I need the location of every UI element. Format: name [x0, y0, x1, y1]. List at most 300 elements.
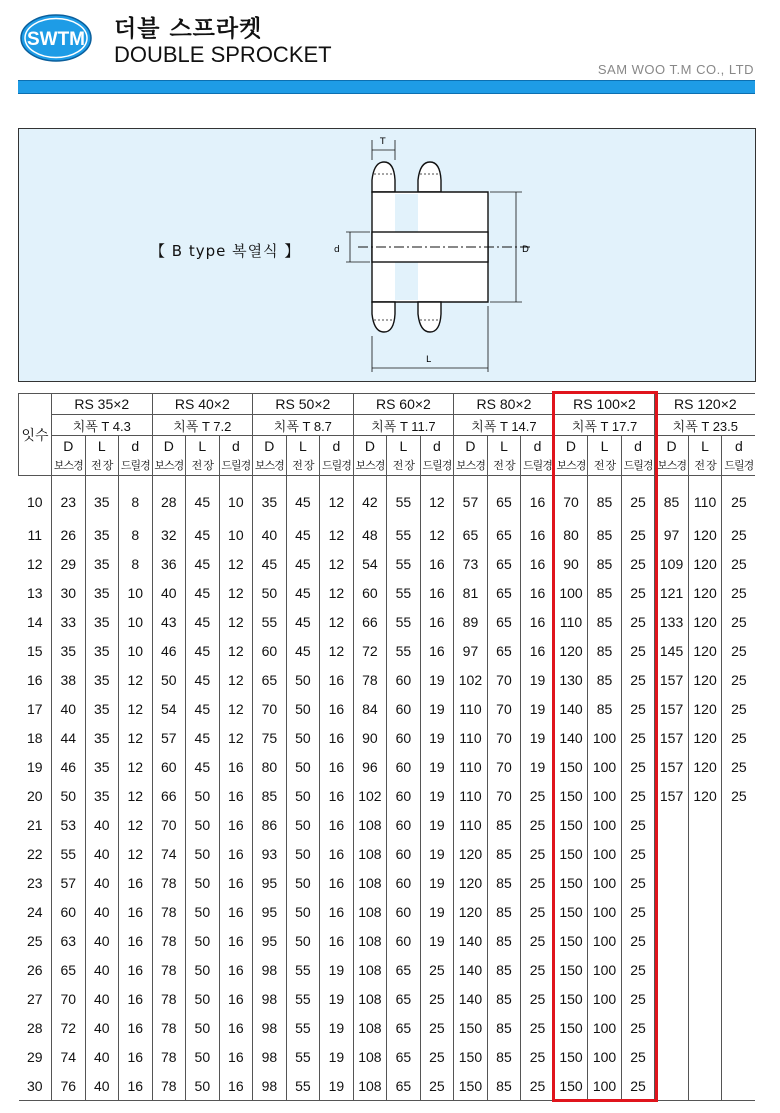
spec-value-cell: 84 [353, 694, 387, 723]
sprocket-drawing [330, 132, 550, 377]
spec-value-cell: 16 [219, 781, 253, 810]
spec-value-cell: 25 [621, 549, 655, 578]
spec-value-cell: 60 [387, 781, 421, 810]
spec-value-cell: 50 [286, 723, 320, 752]
series-name: RS 40×2 [152, 394, 253, 415]
spec-value-cell: 72 [52, 1013, 86, 1042]
spec-value-cell: 25 [521, 926, 555, 955]
spec-value-cell: 57 [52, 868, 86, 897]
teeth-count-cell: 19 [26, 758, 43, 775]
column-letter: L [286, 436, 320, 456]
teeth-count-cell: 28 [26, 1019, 43, 1036]
spec-value-cell: 60 [387, 810, 421, 839]
series-name: RS 60×2 [353, 394, 454, 415]
spec-value-cell: 85 [487, 810, 521, 839]
table-row [19, 694, 756, 723]
spec-value-cell: 150 [554, 781, 588, 810]
spec-value-cell: 157 [655, 723, 689, 752]
spec-value-cell: 45 [186, 549, 220, 578]
table-row [19, 607, 756, 636]
series-tooth-width: 치폭 T 11.7 [353, 415, 454, 436]
company-name: SAM WOO T.M CO., LTD [597, 62, 754, 77]
teeth-count-cell: 11 [27, 526, 43, 543]
spec-value-cell: 19 [420, 781, 454, 810]
spec-value-cell: 45 [286, 636, 320, 665]
column-sub-label: 전 장 [588, 455, 622, 476]
spec-value-cell: 100 [588, 868, 622, 897]
table-row [19, 549, 756, 578]
spec-value-cell: 19 [521, 694, 555, 723]
series-name: RS 80×2 [454, 394, 555, 415]
spec-value-cell: 55 [387, 476, 421, 521]
table-row [19, 1071, 756, 1101]
spec-value-cell: 25 [521, 1071, 555, 1101]
teeth-count-cell: 15 [26, 642, 43, 659]
spec-value-cell: 19 [420, 694, 454, 723]
spec-value-cell: 65 [387, 955, 421, 984]
spec-value-cell: 110 [454, 752, 488, 781]
spec-value-cell: 65 [387, 1071, 421, 1101]
spec-value-cell: 100 [588, 752, 622, 781]
spec-value-cell: 40 [85, 926, 119, 955]
spec-value-cell: 150 [554, 897, 588, 926]
spec-value-cell: 65 [387, 1013, 421, 1042]
spec-value-cell: 19 [420, 926, 454, 955]
spec-value-cell: 66 [152, 781, 186, 810]
column-sub-label: 보스경 [554, 455, 588, 476]
spec-value-cell: 65 [487, 607, 521, 636]
spec-value-cell: 40 [85, 1013, 119, 1042]
spec-value-cell: 38 [52, 665, 86, 694]
spec-value-cell: 25 [621, 926, 655, 955]
spec-value-cell: 16 [119, 926, 153, 955]
spec-value-cell: 12 [119, 781, 153, 810]
spec-value-cell: 26 [52, 520, 86, 549]
spec-value-cell: 35 [85, 520, 119, 549]
spec-value-cell: 12 [219, 578, 253, 607]
spec-value-cell: 45 [186, 636, 220, 665]
spec-value-cell: 16 [119, 868, 153, 897]
spec-value-cell: 40 [85, 897, 119, 926]
spec-value-cell [688, 955, 722, 984]
spec-value-cell: 85 [487, 868, 521, 897]
spec-value-cell: 46 [52, 752, 86, 781]
series-tooth-width: 치폭 T 8.7 [253, 415, 354, 436]
spec-value-cell: 60 [387, 839, 421, 868]
column-letter: D [353, 436, 387, 456]
spec-value-cell: 35 [85, 476, 119, 521]
spec-value-cell: 60 [387, 665, 421, 694]
spec-value-cell: 19 [320, 984, 354, 1013]
column-sub-label: 드릴경 [119, 455, 153, 476]
spec-value-cell: 100 [588, 810, 622, 839]
spec-value-cell: 60 [387, 752, 421, 781]
spec-value-cell [722, 984, 756, 1013]
spec-value-cell: 35 [85, 694, 119, 723]
table-row [19, 665, 756, 694]
series-tooth-width: 치폭 T 7.2 [152, 415, 253, 436]
spec-value-cell: 45 [286, 520, 320, 549]
spec-value-cell: 102 [353, 781, 387, 810]
spec-value-cell: 65 [487, 476, 521, 521]
spec-value-cell: 12 [420, 476, 454, 521]
spec-value-cell [655, 897, 689, 926]
spec-value-cell: 19 [420, 752, 454, 781]
spec-value-cell: 50 [186, 955, 220, 984]
column-letter: d [219, 436, 253, 456]
spec-value-cell: 55 [387, 607, 421, 636]
spec-value-cell: 70 [152, 810, 186, 839]
spec-value-cell: 25 [621, 781, 655, 810]
spec-value-cell: 25 [621, 955, 655, 984]
table-row [19, 955, 756, 984]
spec-value-cell: 12 [219, 694, 253, 723]
spec-value-cell: 50 [186, 839, 220, 868]
spec-value-cell [722, 1013, 756, 1042]
spec-value-cell: 80 [253, 752, 287, 781]
spec-value-cell: 45 [186, 723, 220, 752]
teeth-count-cell: 25 [26, 932, 43, 949]
spec-value-cell: 16 [219, 897, 253, 926]
spec-value-cell: 45 [286, 476, 320, 521]
table-row [19, 520, 756, 549]
spec-value-cell: 25 [621, 578, 655, 607]
spec-value-cell: 55 [253, 607, 287, 636]
spec-value-cell: 10 [219, 476, 253, 521]
spec-value-cell: 85 [588, 694, 622, 723]
spec-value-cell: 16 [521, 636, 555, 665]
spec-value-cell: 45 [286, 549, 320, 578]
spec-value-cell: 16 [521, 607, 555, 636]
spec-value-cell: 55 [387, 578, 421, 607]
spec-value-cell: 10 [119, 578, 153, 607]
column-letter: L [688, 436, 722, 456]
spec-value-cell: 50 [253, 578, 287, 607]
spec-value-cell [722, 897, 756, 926]
spec-value-cell: 12 [119, 723, 153, 752]
spec-value-cell: 42 [353, 476, 387, 521]
spec-value-cell: 16 [521, 549, 555, 578]
spec-value-cell: 16 [320, 897, 354, 926]
spec-value-cell: 28 [152, 476, 186, 521]
spec-value-cell: 25 [722, 694, 756, 723]
spec-value-cell: 25 [621, 520, 655, 549]
teeth-count-cell: 29 [26, 1048, 43, 1065]
column-sub-label: 드릴경 [722, 455, 756, 476]
spec-value-cell: 25 [420, 1042, 454, 1071]
spec-value-cell: 50 [186, 984, 220, 1013]
spec-value-cell: 25 [521, 1042, 555, 1071]
spec-value-cell: 16 [420, 607, 454, 636]
spec-value-cell: 19 [420, 839, 454, 868]
spec-value-cell: 40 [85, 1071, 119, 1101]
spec-value-cell: 157 [655, 752, 689, 781]
teeth-count-cell: 20 [26, 787, 43, 804]
spec-value-cell [688, 868, 722, 897]
series-width-row [19, 415, 756, 436]
spec-value-cell: 120 [688, 549, 722, 578]
spec-value-cell: 70 [487, 665, 521, 694]
spec-value-cell: 19 [420, 897, 454, 926]
spec-value-cell: 60 [387, 868, 421, 897]
spec-value-cell: 29 [52, 549, 86, 578]
spec-value-cell: 16 [219, 955, 253, 984]
spec-value-cell: 16 [320, 926, 354, 955]
column-letter: d [722, 436, 756, 456]
teeth-count-cell: 13 [26, 584, 43, 601]
spec-value-cell: 100 [588, 984, 622, 1013]
teeth-count-cell: 14 [26, 613, 43, 630]
table-row [19, 1013, 756, 1042]
spec-value-cell: 150 [554, 926, 588, 955]
spec-value-cell: 8 [119, 520, 153, 549]
spec-value-cell: 16 [420, 549, 454, 578]
spec-value-cell: 150 [554, 752, 588, 781]
spec-value-cell: 97 [655, 520, 689, 549]
spec-value-cell: 150 [554, 839, 588, 868]
spec-value-cell [688, 1042, 722, 1071]
spec-value-cell: 95 [253, 926, 287, 955]
spec-value-cell: 16 [320, 868, 354, 897]
spec-value-cell: 85 [487, 926, 521, 955]
column-sub-label: 드릴경 [420, 455, 454, 476]
spec-value-cell: 32 [152, 520, 186, 549]
series-tooth-width: 치폭 T 4.3 [52, 415, 153, 436]
teeth-count-cell: 23 [26, 874, 43, 891]
spec-value-cell [688, 984, 722, 1013]
spec-value-cell: 19 [521, 723, 555, 752]
spec-value-cell: 90 [554, 549, 588, 578]
spec-value-cell: 16 [219, 1042, 253, 1071]
spec-value-cell: 25 [621, 1013, 655, 1042]
spec-value-cell: 25 [621, 665, 655, 694]
dimension-l-label: L [426, 355, 432, 365]
spec-value-cell: 12 [119, 752, 153, 781]
spec-value-cell: 12 [219, 636, 253, 665]
spec-value-cell: 150 [554, 955, 588, 984]
spec-value-cell: 23 [52, 476, 86, 521]
spec-value-cell: 45 [253, 549, 287, 578]
spec-value-cell: 78 [152, 1013, 186, 1042]
table-row [19, 868, 756, 897]
b-type-label: 【 B type 복열식 】 [150, 242, 301, 260]
spec-value-cell: 16 [521, 476, 555, 521]
spec-value-cell: 45 [186, 476, 220, 521]
series-tooth-width: 치폭 T 17.7 [554, 415, 655, 436]
spec-value-cell: 140 [554, 723, 588, 752]
spec-value-cell: 65 [253, 665, 287, 694]
table-row [19, 810, 756, 839]
spec-value-cell: 70 [253, 694, 287, 723]
spec-value-cell: 45 [186, 665, 220, 694]
spec-value-cell: 85 [588, 549, 622, 578]
spec-value-cell: 19 [420, 723, 454, 752]
spec-value-cell: 70 [487, 781, 521, 810]
spec-value-cell: 16 [320, 781, 354, 810]
spec-value-cell: 16 [219, 752, 253, 781]
column-letter: d [521, 436, 555, 456]
spec-value-cell: 65 [487, 549, 521, 578]
spec-value-cell: 50 [286, 781, 320, 810]
spec-value-cell: 80 [554, 520, 588, 549]
spec-value-cell: 120 [454, 897, 488, 926]
table-row [19, 476, 756, 521]
teeth-count-cell: 24 [26, 903, 43, 920]
spec-value-cell: 78 [152, 868, 186, 897]
swtm-logo [20, 14, 92, 62]
spec-value-cell [688, 1071, 722, 1101]
spec-value-cell: 45 [286, 607, 320, 636]
spec-value-cell: 25 [722, 549, 756, 578]
spec-value-cell: 108 [353, 926, 387, 955]
spec-value-cell: 35 [85, 723, 119, 752]
spec-value-cell: 108 [353, 1042, 387, 1071]
spec-value-cell: 93 [253, 839, 287, 868]
spec-value-cell: 12 [219, 723, 253, 752]
spec-value-cell: 89 [454, 607, 488, 636]
spec-value-cell: 19 [420, 868, 454, 897]
spec-value-cell: 16 [420, 636, 454, 665]
spec-value-cell [655, 810, 689, 839]
spec-value-cell: 98 [253, 955, 287, 984]
column-letter: L [85, 436, 119, 456]
spec-value-cell: 25 [621, 607, 655, 636]
spec-value-cell: 85 [588, 665, 622, 694]
spec-value-cell [655, 926, 689, 955]
column-letter: D [152, 436, 186, 456]
spec-value-cell [722, 810, 756, 839]
spec-value-cell: 110 [454, 781, 488, 810]
spec-value-cell: 19 [320, 1042, 354, 1071]
spec-value-cell: 108 [353, 1071, 387, 1101]
spec-value-cell: 45 [186, 578, 220, 607]
spec-value-cell: 16 [219, 984, 253, 1013]
spec-value-cell: 16 [320, 694, 354, 723]
spec-value-cell: 25 [521, 984, 555, 1013]
spec-value-cell: 63 [52, 926, 86, 955]
spec-value-cell: 40 [85, 839, 119, 868]
spec-value-cell: 50 [186, 868, 220, 897]
spec-value-cell: 120 [688, 520, 722, 549]
spec-value-cell: 16 [119, 1013, 153, 1042]
spec-value-cell: 157 [655, 694, 689, 723]
spec-value-cell: 140 [554, 694, 588, 723]
spec-value-cell: 85 [253, 781, 287, 810]
column-letter-row [19, 436, 756, 456]
column-sub-label: 보스경 [152, 455, 186, 476]
spec-value-cell: 19 [420, 810, 454, 839]
column-letter: L [487, 436, 521, 456]
spec-value-cell: 45 [186, 694, 220, 723]
spec-value-cell: 150 [554, 1013, 588, 1042]
spec-value-cell: 70 [487, 752, 521, 781]
spec-value-cell: 25 [722, 752, 756, 781]
spec-value-cell: 12 [320, 578, 354, 607]
spec-value-cell [722, 868, 756, 897]
series-name: RS 120×2 [655, 394, 756, 415]
spec-value-cell: 60 [387, 897, 421, 926]
column-sub-label: 보스경 [253, 455, 287, 476]
spec-value-cell: 25 [722, 476, 756, 521]
spec-value-cell: 97 [454, 636, 488, 665]
spec-value-cell: 40 [85, 984, 119, 1013]
spec-value-cell: 85 [588, 476, 622, 521]
spec-value-cell: 85 [588, 636, 622, 665]
spec-value-cell: 109 [655, 549, 689, 578]
series-name-row [19, 394, 756, 415]
column-sub-label: 전 장 [186, 455, 220, 476]
spec-value-cell [688, 897, 722, 926]
spec-value-cell: 50 [186, 926, 220, 955]
spec-value-cell: 16 [320, 665, 354, 694]
spec-value-cell: 150 [554, 1042, 588, 1071]
spec-value-cell: 108 [353, 955, 387, 984]
column-letter: d [420, 436, 454, 456]
teeth-count-cell: 21 [26, 816, 43, 833]
spec-value-cell: 50 [152, 665, 186, 694]
spec-value-cell: 10 [219, 520, 253, 549]
spec-value-cell: 16 [219, 1071, 253, 1101]
spec-value-cell: 110 [454, 810, 488, 839]
spec-value-cell: 72 [353, 636, 387, 665]
spec-value-cell: 100 [588, 839, 622, 868]
spec-value-cell: 25 [722, 636, 756, 665]
column-sub-label: 드릴경 [320, 455, 354, 476]
series-tooth-width: 치폭 T 23.5 [655, 415, 756, 436]
spec-value-cell [722, 839, 756, 868]
spec-value-cell: 12 [219, 665, 253, 694]
spec-value-cell: 78 [152, 1042, 186, 1071]
spec-value-cell [655, 839, 689, 868]
spec-value-cell: 25 [722, 520, 756, 549]
spec-value-cell: 120 [688, 694, 722, 723]
spec-value-cell: 60 [52, 897, 86, 926]
dimension-d-large-label: D [522, 245, 529, 255]
spec-value-cell: 54 [353, 549, 387, 578]
spec-value-cell: 25 [621, 1042, 655, 1071]
spec-value-cell: 35 [253, 476, 287, 521]
spec-value-cell: 12 [320, 549, 354, 578]
spec-value-cell: 25 [521, 955, 555, 984]
teeth-count-cell: 26 [26, 961, 43, 978]
spec-value-cell: 16 [119, 984, 153, 1013]
spec-value-cell: 157 [655, 781, 689, 810]
spec-value-cell: 10 [119, 607, 153, 636]
spec-value-cell: 85 [487, 1013, 521, 1042]
spec-value-cell: 25 [420, 955, 454, 984]
column-sub-label: 보스경 [353, 455, 387, 476]
spec-value-cell: 25 [521, 810, 555, 839]
column-sub-label: 드릴경 [621, 455, 655, 476]
spec-value-cell: 86 [253, 810, 287, 839]
spec-value-cell: 50 [286, 752, 320, 781]
spec-value-cell: 25 [722, 723, 756, 752]
spec-value-cell: 16 [420, 578, 454, 607]
teeth-count-cell: 12 [26, 555, 43, 572]
spec-value-cell: 145 [655, 636, 689, 665]
spec-value-cell: 110 [688, 476, 722, 521]
column-letter: d [320, 436, 354, 456]
column-letter: D [52, 436, 86, 456]
spec-value-cell: 16 [119, 1071, 153, 1101]
spec-value-cell: 75 [253, 723, 287, 752]
spec-value-cell: 45 [186, 520, 220, 549]
spec-value-cell: 55 [286, 1042, 320, 1071]
spec-value-cell: 65 [487, 520, 521, 549]
spec-value-cell: 108 [353, 1013, 387, 1042]
spec-value-cell [688, 810, 722, 839]
spec-value-cell: 35 [52, 636, 86, 665]
